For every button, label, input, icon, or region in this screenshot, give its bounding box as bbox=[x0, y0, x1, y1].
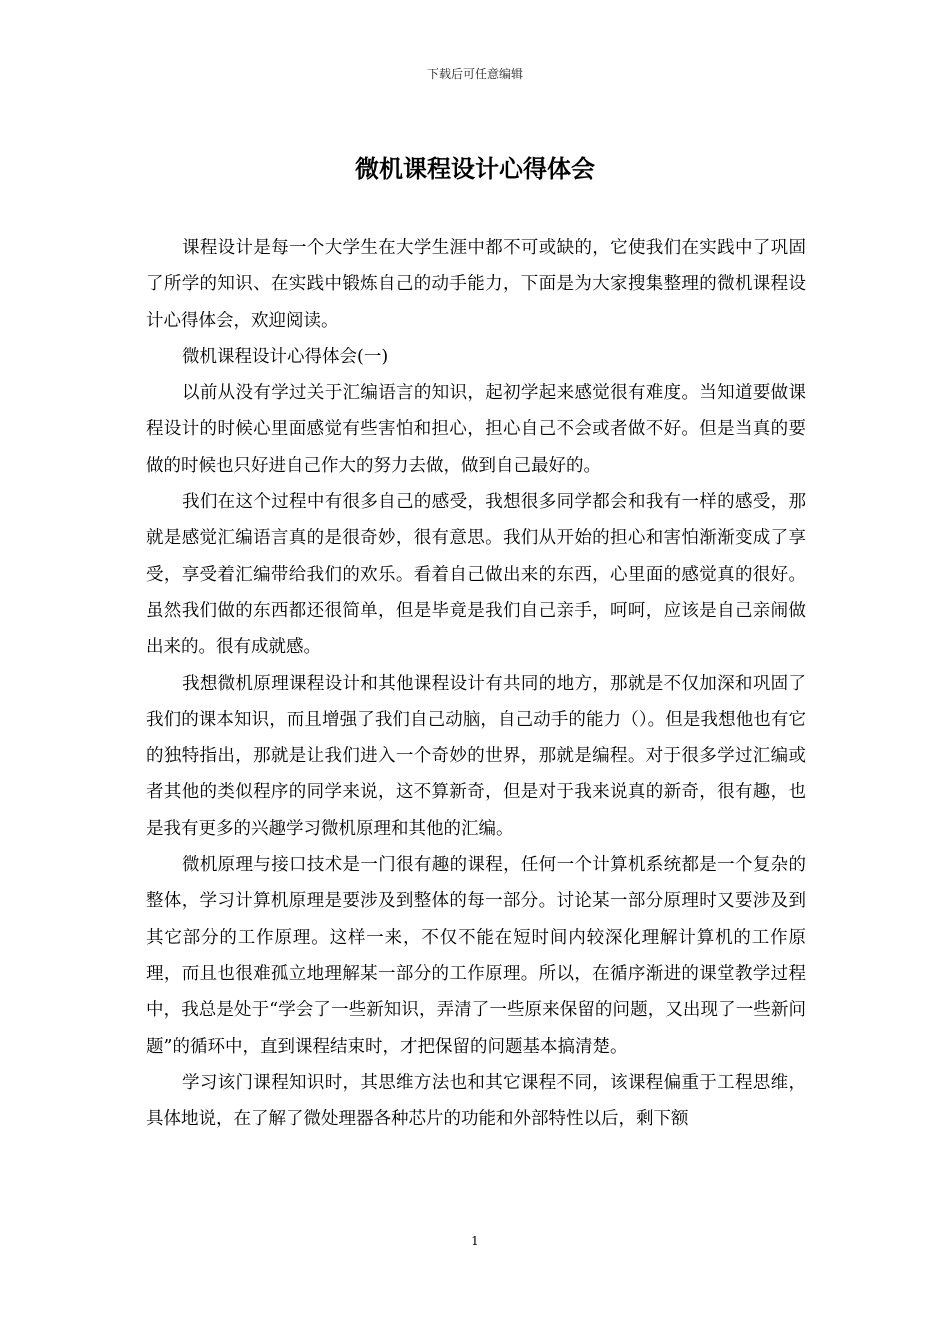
header-note: 下载后可任意编辑 bbox=[426, 67, 523, 81]
section-heading: 微机课程设计心得体会(一) bbox=[182, 346, 389, 367]
paragraph: 微机原理与接口技术是一门很有趣的课程，任何一个计算机系统都是一个复杂的整体，学习计算机原理是要涉及到整体的每一部分。讨论某一部分原理时又要涉及到其它部分的工作原理。这样一来，不仅不能在短时间内较深化理解计算机的工作原理，而且也很难孤立地理解某一部分的工作原理。所以，在循序渐进的课堂教学过程中，我总是处于“学会了一些新知识，弄清了一些原来保留的问题，又出现了一些新问题”的循环中，直到课程结束时，才把保留的问题基本搞清楚。 bbox=[146, 855, 806, 1057]
paragraph: 我想微机原理课程设计和其他课程设计有共同的地方，那就是不仅加深和巩固了我们的课本知识，而且增强了我们自己动脑，自己动手的能力（）。但是我想他也有它的独特指出，那就是让我们进入一个奇妙的世界，那就是编程。对于很多学过汇编或者其他的类似程序的同学来说，这不算新奇，但是对于我来说真的新奇，很有趣，也是我有更多的兴趣学习微机原理和其他的汇编。 bbox=[146, 673, 806, 839]
paragraph: 学习该门课程知识时，其思维方法也和其它课程不同，该课程偏重于工程思维，具体地说，在了解了微处理器各种芯片的功能和外部特性以后，剩下额 bbox=[146, 1072, 806, 1130]
paragraph: 我们在这个过程中有很多自己的感受，我想很多同学都会和我有一样的感受，那就是感觉汇编语言真的是很奇妙，很有意思。我们从开始的担心和害怕渐渐变成了享受，享受着汇编带给我们的欢乐。看着自己做出来的东西，心里面的感觉真的很好。虽然我们做的东西都还很简单，但是毕竟是我们自己亲手，呵呵，应该是自己亲闹做出来的。很有成就感。 bbox=[146, 492, 806, 658]
paragraph: 以前从没有学过关于汇编语言的知识，起初学起来感觉很有难度。当知道要做课程设计的时候心里面感觉有些害怕和担心，担心自己不会或者做不好。但是当真的要做的时候也只好进自己作大的努力去做，做到自己最好的。 bbox=[146, 383, 806, 476]
document-title: 微机课程设计心得体会 bbox=[355, 154, 595, 183]
page-number: 1 bbox=[471, 1234, 479, 1248]
paragraph-intro: 课程设计是每一个大学生在大学生涯中都不可或缺的，它使我们在实践中了巩固了所学的知识、在实践中锻炼自己的动手能力，下面是为大家搜集整理的微机课程设计心得体会，欢迎阅读。 bbox=[146, 238, 806, 331]
document-body bbox=[146, 230, 806, 1137]
